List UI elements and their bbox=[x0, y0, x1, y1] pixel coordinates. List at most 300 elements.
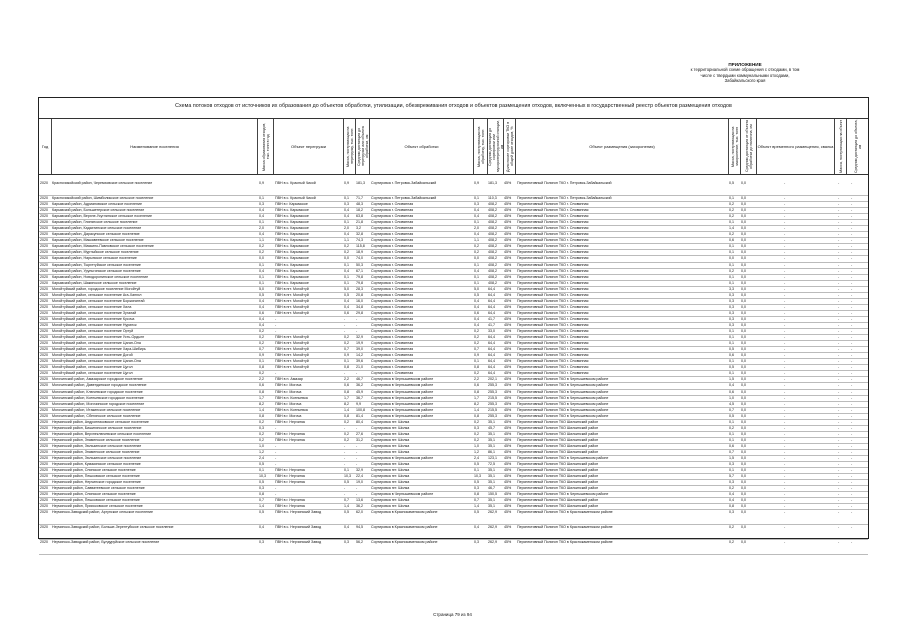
cell-dist-transfer: 80,4 bbox=[356, 419, 363, 424]
cell-transfer: ПВН в пгт. Могойтуй bbox=[275, 353, 309, 358]
cell-mass: 0,8 bbox=[259, 389, 264, 394]
cell-dist-transfer: 13,6 bbox=[356, 498, 363, 503]
cell-mass: 0,8 bbox=[259, 413, 264, 418]
cell-dist-placement: 0,0 bbox=[741, 202, 746, 207]
cell-mass-transfer: - bbox=[344, 425, 346, 430]
cell-transfer: ПВН в с. Карымское bbox=[275, 238, 309, 243]
cell-mass: 0,4 bbox=[259, 525, 264, 530]
cell-processing: Сортировка г. Оловянная bbox=[371, 214, 414, 219]
cell-mass-processing: 0,1 bbox=[474, 468, 479, 473]
cell-dist-processing: 72,5 bbox=[488, 462, 495, 467]
cell-share: 45% bbox=[504, 214, 512, 219]
cell-placement: Перспективный Полигон ТКО Шилкинский район bbox=[517, 437, 599, 442]
cell-processing: Сортировка г. Оловянная bbox=[371, 286, 414, 291]
cell-temp: - bbox=[784, 181, 786, 185]
cell-dist-transfer: 50,3 bbox=[356, 262, 363, 267]
cell-dist-temp: - bbox=[851, 510, 853, 515]
cell-dist-transfer: 63,8 bbox=[356, 214, 363, 219]
cell-mass-temp: - bbox=[838, 250, 840, 255]
cell-share: 45% bbox=[504, 250, 512, 255]
cell-year: 2020 bbox=[40, 335, 48, 340]
cell-dist-temp: - bbox=[851, 196, 853, 200]
cell-mass-placement: 0,6 bbox=[729, 389, 734, 394]
cell-temp: - bbox=[784, 262, 786, 267]
cell-year: 2020 bbox=[40, 395, 48, 400]
cell-mass: 0,4 bbox=[259, 214, 264, 219]
header-mass-processing: Масса, поступающая на обработку, тыс. тонн bbox=[473, 119, 487, 174]
cell-transfer: ПВН в г. Карымское bbox=[275, 202, 308, 207]
cell-dist-temp: - bbox=[851, 268, 853, 273]
cell-dist-transfer: - bbox=[356, 462, 358, 467]
cell-dist-temp: - bbox=[851, 474, 853, 479]
cell-mass-placement: 0,1 bbox=[729, 280, 734, 285]
cell-mass: 1,7 bbox=[259, 395, 264, 400]
cell-processing: Сортировка в Чернышевском районе bbox=[371, 456, 434, 461]
cell-mass-processing: 0,5 bbox=[474, 510, 479, 515]
cell-mass-processing: 1,4 bbox=[474, 504, 479, 509]
cell-share: 45% bbox=[504, 280, 512, 285]
cell-placement: Перспективный Полигон ТКО г. Оловянная bbox=[517, 353, 589, 358]
cell-dist-placement: 0,0 bbox=[741, 525, 746, 530]
cell-processing: Сортировка г. Оловянная bbox=[371, 268, 414, 273]
cell-year: 2020 bbox=[40, 226, 48, 231]
cell-mass-placement: 0,2 bbox=[729, 540, 734, 545]
cell-share: 45% bbox=[504, 220, 512, 225]
cell-dist-temp: - bbox=[851, 486, 853, 491]
cell-share: 45% bbox=[504, 419, 512, 424]
cell-share: 45% bbox=[504, 443, 512, 448]
cell-dist-transfer: 27,6 bbox=[356, 431, 363, 436]
cell-mass-processing: 1,2 bbox=[474, 449, 479, 454]
cell-mass-processing: 2,0 bbox=[474, 226, 479, 231]
cell-processing: Сортировка в Чернышевском районе bbox=[371, 492, 434, 497]
cell-mass-transfer: 0,4 bbox=[344, 208, 349, 213]
cell-mass-temp: - bbox=[838, 286, 840, 291]
cell-settlement: Могойтуйский район, городское поселение Могойтуй bbox=[52, 286, 141, 291]
cell-settlement: Могойтуйский район, сельское поселение Зугалай bbox=[52, 310, 137, 315]
cell-mass-placement: 0,4 bbox=[729, 383, 734, 388]
cell-mass-temp: - bbox=[838, 468, 840, 473]
cell-mass: 0,3 bbox=[259, 425, 264, 430]
cell-mass-transfer: 0,0 bbox=[344, 256, 349, 261]
cell-dist-transfer: 20,8 bbox=[356, 292, 363, 297]
cell-dist-placement: 0,0 bbox=[741, 322, 746, 327]
cell-dist-transfer: 19,9 bbox=[356, 341, 363, 346]
cell-dist-placement: 0,0 bbox=[741, 401, 746, 406]
cell-share: 45% bbox=[504, 238, 512, 243]
cell-processing: Сортировка пгт. Шилка bbox=[371, 425, 410, 430]
cell-dist-temp: - bbox=[851, 525, 853, 530]
cell-share: 45% bbox=[504, 480, 512, 485]
cell-temp: - bbox=[784, 226, 786, 231]
table-row bbox=[39, 540, 868, 555]
cell-mass-temp: - bbox=[838, 371, 840, 376]
cell-placement: Перспективный Полигон ТКО г. Оловянная bbox=[517, 371, 589, 376]
cell-share: 45% bbox=[504, 449, 512, 454]
cell-dist-temp: - bbox=[851, 341, 853, 346]
cell-transfer: ПВН в с. Карымское bbox=[275, 262, 309, 267]
cell-mass-processing: 0,1 bbox=[474, 262, 479, 267]
cell-settlement: Нерчинский район, Нерчинское городское поселение bbox=[52, 480, 141, 485]
cell-dist-temp: - bbox=[851, 304, 853, 309]
cell-settlement: Карымский район, Урульгинское сельское поселение bbox=[52, 268, 141, 273]
cell-dist-transfer: 14,2 bbox=[356, 353, 363, 358]
cell-dist-processing: 408,2 bbox=[488, 274, 497, 279]
cell-year: 2020 bbox=[40, 371, 48, 376]
cell-placement: Перспективный Полигон ТКО в Краснокаменском районе bbox=[517, 510, 613, 515]
cell-mass-placement: 1,4 bbox=[729, 226, 734, 231]
cell-mass-transfer: 2,0 bbox=[344, 226, 349, 231]
cell-year: 2020 bbox=[40, 437, 48, 442]
cell-mass-temp: - bbox=[838, 389, 840, 394]
cell-mass-temp: - bbox=[838, 310, 840, 315]
cell-mass-temp: - bbox=[838, 238, 840, 243]
cell-settlement: Нерчинский район, Верхнеключевское сельское поселение bbox=[52, 431, 152, 436]
cell-mass-transfer: 0,1 bbox=[344, 280, 349, 285]
cell-mass-transfer: 0,2 bbox=[344, 250, 349, 255]
cell-placement: Перспективный Полигон ТКО г. Оловянная bbox=[517, 347, 589, 352]
cell-mass-temp: - bbox=[838, 208, 840, 213]
cell-settlement: Могочинский район, Амазарское городское поселение bbox=[52, 377, 143, 382]
cell-mass-processing: 1,1 bbox=[474, 238, 479, 243]
cell-temp: - bbox=[784, 540, 786, 545]
cell-mass-transfer: 2,2 bbox=[344, 377, 349, 382]
cell-settlement: Могойтуйский район, сельское поселение Цаган-Ола bbox=[52, 359, 141, 364]
cell-dist-processing: 64,4 bbox=[488, 310, 495, 315]
cell-mass-processing: 0,3 bbox=[474, 540, 479, 545]
cell-dist-transfer: 74,3 bbox=[356, 238, 363, 243]
cell-processing: Сортировка г. Оловянная bbox=[371, 280, 414, 285]
cell-mass-transfer: 0,4 bbox=[344, 298, 349, 303]
cell-mass: 8,2 bbox=[259, 401, 264, 406]
cell-processing: Сортировка пгт. Шилка bbox=[371, 498, 410, 503]
cell-mass-transfer: 0,2 bbox=[344, 244, 349, 249]
cell-year: 2020 bbox=[40, 286, 48, 291]
cell-dist-placement: 0,0 bbox=[741, 510, 746, 515]
cell-dist-transfer: - bbox=[356, 456, 358, 461]
cell-mass-processing: 0,2 bbox=[474, 335, 479, 340]
cell-mass-temp: - bbox=[838, 504, 840, 509]
cell-dist-processing: 64,4 bbox=[488, 371, 495, 376]
cell-dist-temp: - bbox=[851, 298, 853, 303]
cell-transfer: - bbox=[275, 456, 277, 461]
cell-mass-temp: - bbox=[838, 492, 840, 497]
cell-dist-processing: 110,3 bbox=[488, 196, 497, 200]
cell-dist-placement: 0,0 bbox=[741, 347, 746, 352]
cell-temp: - bbox=[784, 431, 786, 436]
cell-temp: - bbox=[784, 316, 786, 321]
cell-dist-placement: 0,0 bbox=[741, 353, 746, 358]
cell-mass-transfer: 0,1 bbox=[344, 468, 349, 473]
cell-mass-processing: 0,5 bbox=[474, 480, 479, 485]
cell-placement: Перспективный Полигон ТКО г. Оловянная bbox=[517, 304, 589, 309]
cell-temp: - bbox=[784, 443, 786, 448]
cell-mass-placement: 0,3 bbox=[729, 316, 734, 321]
cell-processing: Сортировка г. Оловянная bbox=[371, 292, 414, 297]
cell-year: 2020 bbox=[40, 425, 48, 430]
cell-dist-temp: - bbox=[851, 214, 853, 219]
cell-transfer: ПВН в г. Нерчинск bbox=[275, 474, 306, 479]
cell-mass-transfer: - bbox=[344, 462, 346, 467]
cell-transfer: - bbox=[275, 443, 277, 448]
cell-placement: Перспективный Полигон ТКО в Чернышевском районе bbox=[517, 492, 609, 497]
cell-transfer: ПВН в п. Амазар bbox=[275, 377, 303, 382]
cell-mass-temp: - bbox=[838, 377, 840, 382]
cell-dist-processing: 35,1 bbox=[488, 498, 495, 503]
cell-placement: Перспективный Полигон ТКО Шилкинский район bbox=[517, 425, 599, 430]
cell-dist-transfer: 32,9 bbox=[356, 468, 363, 473]
cell-placement: Перспективный Полигон ТКО Шилкинский район bbox=[517, 462, 599, 467]
cell-transfer: - bbox=[275, 316, 277, 321]
cell-dist-temp: - bbox=[851, 431, 853, 436]
cell-mass-transfer: 0,2 bbox=[344, 419, 349, 424]
cell-settlement: Могойтуйский район, сельское поселение Цугол bbox=[52, 371, 133, 376]
cell-dist-placement: 0,0 bbox=[741, 443, 746, 448]
cell-mass-transfer: 0,2 bbox=[344, 335, 349, 340]
cell-transfer: ПВН в с. Карымское bbox=[275, 244, 309, 249]
cell-settlement: Нерчинский район, Пешковское сельское поселение bbox=[52, 498, 140, 503]
cell-placement: Перспективный Полигон ТКО г. Оловянная bbox=[517, 268, 589, 273]
cell-settlement: Нерчинский район, Знаменское сельское поселение bbox=[52, 449, 140, 454]
cell-processing: Сортировка г. Оловянная bbox=[371, 208, 414, 213]
appendix-line: к территориальной схеме обращения с отходами, в том bbox=[690, 67, 800, 73]
cell-transfer: ПВН в г. Могоча bbox=[275, 401, 302, 406]
cell-share: 45% bbox=[504, 395, 512, 400]
cell-placement: Перспективный Полигон ТКО в Краснокаменском районе bbox=[517, 525, 613, 530]
header-mass-temp: Масса, поступающая на объект bbox=[834, 119, 846, 174]
cell-dist-temp: - bbox=[851, 238, 853, 243]
cell-year: 2020 bbox=[40, 256, 48, 261]
cell-dist-transfer: 21,0 bbox=[356, 365, 363, 370]
cell-mass-transfer: 0,3 bbox=[344, 202, 349, 207]
cell-mass-processing: 0,1 bbox=[474, 274, 479, 279]
cell-dist-transfer: 9,9 bbox=[356, 401, 361, 406]
cell-mass-processing: 0,9 bbox=[474, 181, 479, 185]
cell-dist-transfer: 32,8 bbox=[356, 232, 363, 237]
cell-dist-processing: 202,1 bbox=[488, 377, 497, 382]
cell-temp: - bbox=[784, 492, 786, 497]
cell-processing: Сортировка г. Оловянная bbox=[371, 310, 414, 315]
cell-transfer: ПВН в пгт. Могойтуй bbox=[275, 347, 309, 352]
cell-dist-temp: - bbox=[851, 244, 853, 249]
cell-share: 45% bbox=[504, 377, 512, 382]
cell-mass-transfer: 0,8 bbox=[344, 413, 349, 418]
cell-settlement: Карымский район, Тыргетуйское сельское поселение bbox=[52, 262, 141, 267]
cell-share: 45% bbox=[504, 468, 512, 473]
cell-share: 45% bbox=[504, 365, 512, 370]
cell-mass: 0,4 bbox=[259, 232, 264, 237]
cell-dist-placement: 0,0 bbox=[741, 262, 746, 267]
cell-dist-transfer: - bbox=[356, 371, 358, 376]
cell-mass-transfer: 0,4 bbox=[344, 304, 349, 309]
cell-temp: - bbox=[784, 504, 786, 509]
cell-dist-transfer: 67,1 bbox=[356, 268, 363, 273]
cell-dist-temp: - bbox=[851, 220, 853, 225]
cell-transfer: ПВН в с. Карымское bbox=[275, 208, 309, 213]
cell-dist-transfer: 115,8 bbox=[356, 244, 365, 249]
cell-share: 45% bbox=[504, 401, 512, 406]
cell-dist-transfer: 71,7 bbox=[356, 196, 363, 200]
cell-transfer: ПВН в п. Ксеньевка bbox=[275, 395, 308, 400]
cell-dist-temp: - bbox=[851, 226, 853, 231]
cell-mass-temp: - bbox=[838, 395, 840, 400]
cell-temp: - bbox=[784, 292, 786, 297]
cell-mass: 0,4 bbox=[259, 208, 264, 213]
cell-mass-placement: 0,2 bbox=[729, 232, 734, 237]
cell-mass-placement: 0,2 bbox=[729, 268, 734, 273]
cell-dist-transfer: 56,2 bbox=[356, 540, 363, 545]
cell-share: 45% bbox=[504, 431, 512, 436]
cell-mass-temp: - bbox=[838, 329, 840, 334]
cell-temp: - bbox=[784, 401, 786, 406]
cell-dist-placement: 0,0 bbox=[741, 395, 746, 400]
cell-dist-processing: 35,1 bbox=[488, 437, 495, 442]
cell-mass-transfer: 0,1 bbox=[344, 359, 349, 364]
cell-year: 2020 bbox=[40, 540, 48, 545]
cell-mass-transfer: 1,1 bbox=[344, 238, 349, 243]
cell-dist-temp: - bbox=[851, 181, 853, 185]
cell-year: 2020 bbox=[40, 492, 48, 497]
cell-processing: Сортировка г. Оловянная bbox=[371, 298, 414, 303]
cell-mass-processing: 0,4 bbox=[474, 208, 479, 213]
cell-dist-processing: 35,1 bbox=[488, 504, 495, 509]
cell-dist-placement: 0,0 bbox=[741, 449, 746, 454]
cell-settlement: Нерчинско-Заводский район, Больше-Зерентуйское сельское поселение bbox=[52, 525, 174, 530]
cell-mass: 0,4 bbox=[259, 304, 264, 309]
cell-share: 45% bbox=[504, 437, 512, 442]
cell-dist-processing: 408,2 bbox=[488, 214, 497, 219]
cell-dist-temp: - bbox=[851, 250, 853, 255]
cell-dist-processing: 35,1 bbox=[488, 431, 495, 436]
cell-dist-temp: - bbox=[851, 274, 853, 279]
cell-mass: 1,4 bbox=[259, 504, 264, 509]
cell-mass: 0,1 bbox=[259, 220, 264, 225]
cell-year: 2020 bbox=[40, 232, 48, 237]
cell-mass: 0,4 bbox=[259, 316, 264, 321]
cell-dist-transfer: 39,0 bbox=[356, 347, 363, 352]
cell-dist-temp: - bbox=[851, 492, 853, 497]
cell-mass: 0,9 bbox=[259, 181, 264, 185]
cell-mass: 0,2 bbox=[259, 335, 264, 340]
cell-dist-transfer: 79,8 bbox=[356, 274, 363, 279]
cell-mass-transfer: 10,3 bbox=[344, 474, 351, 479]
cell-mass-temp: - bbox=[838, 316, 840, 321]
cell-share: 45% bbox=[504, 474, 512, 479]
cell-dist-processing: 262,9 bbox=[488, 510, 497, 515]
cell-mass-placement: 0,5 bbox=[729, 365, 734, 370]
cell-dist-processing: 408,2 bbox=[488, 262, 497, 267]
cell-mass: 1,0 bbox=[259, 443, 264, 448]
cell-processing: Сортировка в Краснокаменском районе bbox=[371, 540, 438, 545]
cell-mass-placement: 0,5 bbox=[729, 181, 734, 185]
cell-dist-placement: 0,0 bbox=[741, 316, 746, 321]
cell-dist-temp: - bbox=[851, 359, 853, 364]
cell-dist-temp: - bbox=[851, 202, 853, 207]
cell-year: 2020 bbox=[40, 498, 48, 503]
cell-temp: - bbox=[784, 280, 786, 285]
cell-placement: Перспективный Полигон ТКО Шилкинский район bbox=[517, 480, 599, 485]
cell-mass-processing: 0,4 bbox=[474, 322, 479, 327]
cell-temp: - bbox=[784, 268, 786, 273]
cell-dist-processing: 64,4 bbox=[488, 359, 495, 364]
cell-mass-placement: 0,2 bbox=[729, 208, 734, 213]
cell-mass: 0,3 bbox=[259, 540, 264, 545]
cell-dist-processing: 35,1 bbox=[488, 480, 495, 485]
cell-mass-placement: 0,1 bbox=[729, 437, 734, 442]
cell-temp: - bbox=[784, 347, 786, 352]
cell-dist-temp: - bbox=[851, 407, 853, 412]
cell-placement: Перспективный Полигон ТКО Шилкинский район bbox=[517, 498, 599, 503]
cell-mass-transfer: 0,8 bbox=[344, 365, 349, 370]
table-row bbox=[39, 525, 868, 540]
cell-mass-transfer: - bbox=[344, 316, 346, 321]
cell-mass-temp: - bbox=[838, 196, 840, 200]
cell-mass: 0,3 bbox=[259, 202, 264, 207]
cell-placement: Перспективный Полигон ТКО г. Оловянная bbox=[517, 298, 589, 303]
cell-year: 2020 bbox=[40, 474, 48, 479]
cell-mass-transfer: 0,4 bbox=[344, 268, 349, 273]
cell-dist-placement: 0,0 bbox=[741, 304, 746, 309]
cell-dist-transfer: 34,8 bbox=[356, 304, 363, 309]
cell-temp: - bbox=[784, 232, 786, 237]
cell-processing: Сортировка г. Оловянная bbox=[371, 365, 414, 370]
cell-dist-processing: 123,1 bbox=[488, 456, 497, 461]
cell-processing: Сортировка пгт. Шилка bbox=[371, 462, 410, 467]
header-dist-processing: Средняя дистанция до сортировки или мусороперегрузочной станции, км bbox=[487, 120, 504, 173]
cell-mass: 0,5 bbox=[259, 462, 264, 467]
cell-share: 45% bbox=[504, 329, 512, 334]
cell-mass: 0,8 bbox=[259, 365, 264, 370]
cell-mass-processing: 0,4 bbox=[474, 232, 479, 237]
cell-settlement: Могочинский район, Могочинское городское поселение bbox=[52, 401, 145, 406]
cell-dist-transfer: 181,3 bbox=[356, 181, 365, 185]
cell-dist-temp: - bbox=[851, 389, 853, 394]
cell-settlement: Нерчинский район, Зюльзинское сельское поселение bbox=[52, 456, 142, 461]
cell-dist-transfer: - bbox=[356, 425, 358, 430]
cell-settlement: Карымский район, Дарасунское сельское поселение bbox=[52, 232, 140, 237]
cell-processing: Сортировка в Чернышевском районе bbox=[371, 395, 434, 400]
cell-mass-temp: - bbox=[838, 298, 840, 303]
cell-dist-placement: 0,0 bbox=[741, 540, 746, 545]
cell-placement: Перспективный Полигон ТКО г. Оловянная bbox=[517, 250, 589, 255]
cell-mass-placement: 0,3 bbox=[729, 322, 734, 327]
cell-settlement: Могойтуйский район, сельское поселение Кусоча bbox=[52, 316, 135, 321]
cell-mass: 0,5 bbox=[259, 480, 264, 485]
cell-mass-processing: 0,2 bbox=[474, 437, 479, 442]
cell-mass: 0,2 bbox=[259, 250, 264, 255]
cell-mass-temp: - bbox=[838, 359, 840, 364]
cell-processing: Сортировка в Краснокаменском районе bbox=[371, 510, 438, 515]
cell-dist-processing: 255,3 bbox=[488, 401, 497, 406]
cell-dist-temp: - bbox=[851, 425, 853, 430]
cell-dist-temp: - bbox=[851, 232, 853, 237]
cell-mass-processing: 0,5 bbox=[474, 462, 479, 467]
cell-mass-temp: - bbox=[838, 449, 840, 454]
table-body bbox=[39, 181, 868, 555]
cell-dist-processing: 408,2 bbox=[488, 208, 497, 213]
cell-year: 2020 bbox=[40, 468, 48, 473]
cell-temp: - bbox=[784, 389, 786, 394]
cell-mass-temp: - bbox=[838, 353, 840, 358]
cell-transfer: ПВН в пгт. Могойтуй bbox=[275, 365, 309, 370]
cell-processing: Сортировка г. Оловянная bbox=[371, 274, 414, 279]
cell-processing: Сортировка пгт. Шилка bbox=[371, 431, 410, 436]
cell-mass-processing: 0,8 bbox=[474, 413, 479, 418]
cell-year: 2020 bbox=[40, 250, 48, 255]
cell-mass-placement: 0,1 bbox=[729, 335, 734, 340]
cell-mass-transfer: 0,9 bbox=[344, 181, 349, 185]
cell-mass-temp: - bbox=[838, 280, 840, 285]
